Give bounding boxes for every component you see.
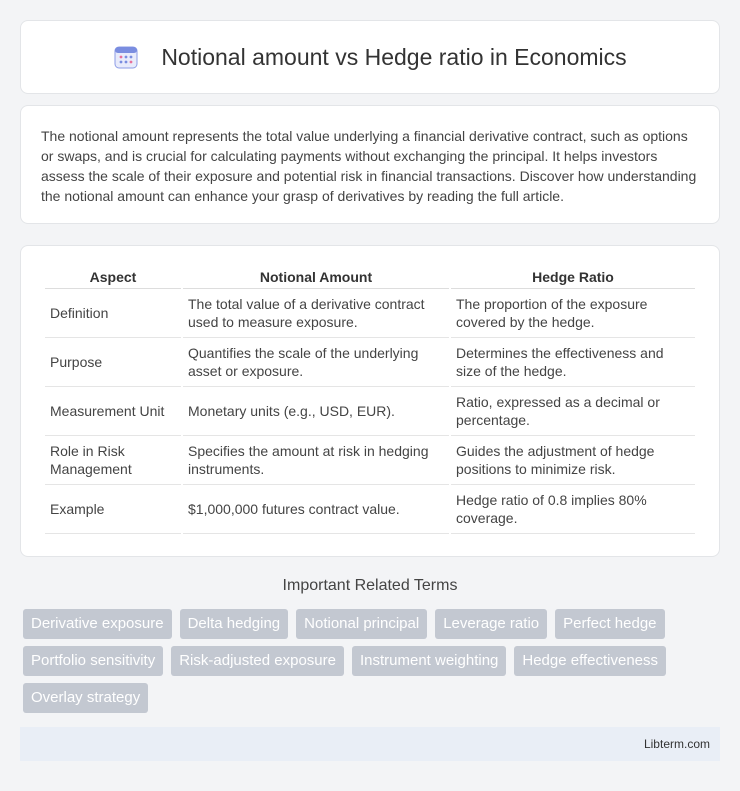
- header-card: [20, 20, 720, 94]
- table-row: [45, 338, 695, 387]
- related-terms-heading: Important Related Terms: [282, 577, 458, 594]
- notional-amount-cell: The total value of a derivative contract used to measure exposure.: [183, 289, 449, 338]
- column-header-hedge-ratio: Hedge Ratio: [451, 266, 695, 289]
- related-term-tag[interactable]: Instrument weighting: [352, 646, 506, 676]
- notional-amount-cell: Monetary units (e.g., USD, EUR).: [183, 387, 449, 436]
- table-row: [45, 485, 695, 534]
- related-term-tag[interactable]: Risk-adjusted exposure: [171, 646, 344, 676]
- related-term-tag[interactable]: Hedge effectiveness: [514, 646, 666, 676]
- related-term-tag[interactable]: Overlay strategy: [23, 683, 148, 713]
- column-header-notional-amount: Notional Amount: [183, 266, 449, 289]
- calendar-icon: [113, 44, 139, 70]
- row-aspect-cell: Example: [45, 485, 181, 534]
- intro-paragraph: The notional amount represents the total value underlying a financial derivative contract, such as options or swaps, and is crucial for calculating payments without exchanging the principal. It helps investors assess the scale of their exposure and potential risk in financial transactions. Discover how understanding the notional amount can enhance your grasp of derivatives by reading the full article.: [41, 128, 697, 204]
- row-aspect-cell: Definition: [45, 289, 181, 338]
- page-title: Notional amount vs Hedge ratio in Economics: [161, 43, 627, 70]
- table-header-row: [45, 266, 695, 289]
- related-terms-list: [23, 609, 723, 713]
- row-aspect-cell: Role in Risk Management: [45, 436, 181, 485]
- comparison-table: [43, 266, 697, 534]
- hedge-ratio-cell: Ratio, expressed as a decimal or percentage.: [451, 387, 695, 436]
- related-term-tag[interactable]: Leverage ratio: [435, 609, 547, 639]
- hedge-ratio-cell: Determines the effectiveness and size of the hedge.: [451, 338, 695, 387]
- related-term-tag[interactable]: Portfolio sensitivity: [23, 646, 163, 676]
- row-aspect-cell: Purpose: [45, 338, 181, 387]
- notional-amount-cell: Specifies the amount at risk in hedging instruments.: [183, 436, 449, 485]
- hedge-ratio-cell: Hedge ratio of 0.8 implies 80% coverage.: [451, 485, 695, 534]
- table-row: [45, 387, 695, 436]
- related-term-tag[interactable]: Notional principal: [296, 609, 427, 639]
- notional-amount-cell: Quantifies the scale of the underlying asset or exposure.: [183, 338, 449, 387]
- intro-card: [20, 105, 720, 224]
- comparison-table-card: [20, 245, 720, 557]
- footer: [20, 727, 720, 761]
- row-aspect-cell: Measurement Unit: [45, 387, 181, 436]
- notional-amount-cell: $1,000,000 futures contract value.: [183, 485, 449, 534]
- footer-site-link[interactable]: Libterm.com: [643, 737, 710, 751]
- related-term-tag[interactable]: Perfect hedge: [555, 609, 664, 639]
- table-row: [45, 436, 695, 485]
- table-row: [45, 289, 695, 338]
- column-header-aspect: Aspect: [45, 266, 181, 289]
- related-term-tag[interactable]: Delta hedging: [180, 609, 289, 639]
- hedge-ratio-cell: Guides the adjustment of hedge positions to minimize risk.: [451, 436, 695, 485]
- hedge-ratio-cell: The proportion of the exposure covered by the hedge.: [451, 289, 695, 338]
- related-term-tag[interactable]: Derivative exposure: [23, 609, 172, 639]
